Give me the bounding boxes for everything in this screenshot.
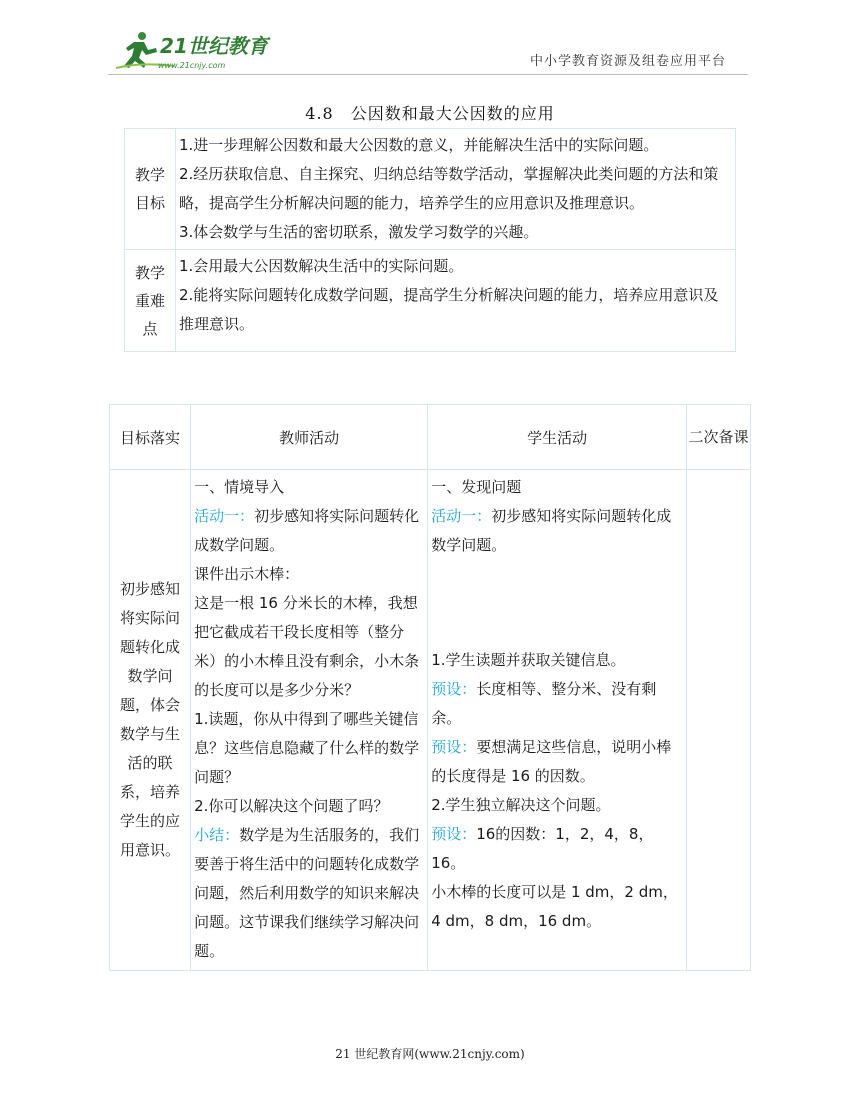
header-student: 学生活动 [428,405,687,470]
activity-table [109,404,751,971]
summary-tag: 小结： [194,826,240,844]
teacher-p1: 课件出示木棒： [194,565,300,583]
activity-text: 初步感知将实际问题转化成数学问题。 [194,507,420,554]
preset-tag: 预设： [431,680,477,698]
student-cell [428,470,687,971]
key-points-label-text: 教学重难点 [134,263,165,338]
plan-table [124,128,736,352]
activity-text: 初步感知将实际问题转化成数学问题。 [431,507,672,554]
activity-tag: 活动一： [194,507,255,525]
goals-content [176,129,736,250]
teacher-q1: 1.读题，你从中得到了哪些关键信息？这些信息隐藏了什么样的数学问题？ [194,710,420,786]
student-preset1 [431,675,683,733]
header-teacher: 教师活动 [191,405,428,470]
key-points-row [125,250,736,352]
svg-text:www.21cnjy.com: www.21cnjy.com [158,61,226,70]
student-s1: 1.学生读题并获取关键信息。 [431,651,626,669]
header-goal: 目标落实 [110,405,191,470]
activity-header-row [110,405,751,470]
key-point-item: 2.能将实际问题转化成数学问题，提高学生分析解决问题的能力，培养应用意识及推理意识。 [179,286,719,333]
header-notes [687,405,751,470]
summary-text: 数学是为生活服务的，我们要善于将生活中的问题转化成数学问题，然后利用数学的知识来解决问题。这节课我们继续学习解决问题。 [194,826,420,960]
header-notes-text: 二次备课 [688,428,749,446]
goals-label [125,129,176,250]
goal-item: 1.进一步理解公因数和最大公因数的意义，并能解决生活中的实际问题。 [179,136,659,154]
activity-tag: 活动一： [431,507,492,525]
teacher-q2: 2.你可以解决这个问题了吗？ [194,797,389,815]
activity-row [110,470,751,971]
student-result: 小木棒的长度可以是 1 dm，2 dm，4 dm，8 dm，16 dm。 [431,883,678,930]
spacer [431,560,683,646]
key-points-label [125,250,176,352]
page-footer: 21 世纪教育网(www.21cnjy.com) [335,1047,525,1061]
page-header [0,0,860,90]
student-preset3 [431,820,683,878]
teacher-section: 一、情境导入 [194,478,285,496]
goals-label-text: 教学目标 [134,166,165,212]
student-preset2 [431,733,683,791]
student-section: 一、发现问题 [431,478,522,496]
teacher-p2: 这是一根 16 分米长的木棒，我想把它截成若干段长度相等（整分米）的小木棒且没有剩余，小木条的长度可以是多少分米？ [194,594,420,699]
student-s2: 2.学生独立解决这个问题。 [431,796,611,814]
svg-text:21世纪教育: 21世纪教育 [160,34,268,58]
teacher-summary [194,821,424,966]
goal-cell [110,470,191,971]
goal-text: 初步感知将实际问题转化成数学问题，体会数学与生活的联系，培养学生的应用意识。 [120,580,181,859]
platform-name: 中小学教育资源及组卷应用平台 [530,54,727,69]
header-divider [108,74,748,75]
page-title: 4.8 公因数和最大公因数的应用 [305,104,555,123]
teacher-cell [191,470,428,971]
goal-item: 3.体会数学与生活的密切联系，激发学习数学的兴趣。 [179,223,539,241]
preset-text: 长度相等、整分米、没有剩余。 [431,680,657,727]
preset-tag: 预设： [431,825,477,843]
key-points-content [176,250,736,352]
goal-item: 2.经历获取信息、自主探究、归纳总结等数学活动，掌握解决此类问题的方法和策略，提高学生分析解决问题的能力，培养学生的应用意识及推理意识。 [179,165,719,212]
preset-text: 要想满足这些信息，说明小棒的长度得是 16 的因数。 [431,738,672,785]
notes-cell [687,470,751,971]
teacher-activity [194,502,424,560]
logo-21cnjy [112,28,282,74]
key-point-item: 1.会用最大公因数解决生活中的实际问题。 [179,257,464,275]
goals-row [125,129,736,250]
preset-tag: 预设： [431,738,477,756]
student-activity [431,502,683,560]
preset-text: 16的因数：1，2，4，8，16。 [431,825,654,872]
